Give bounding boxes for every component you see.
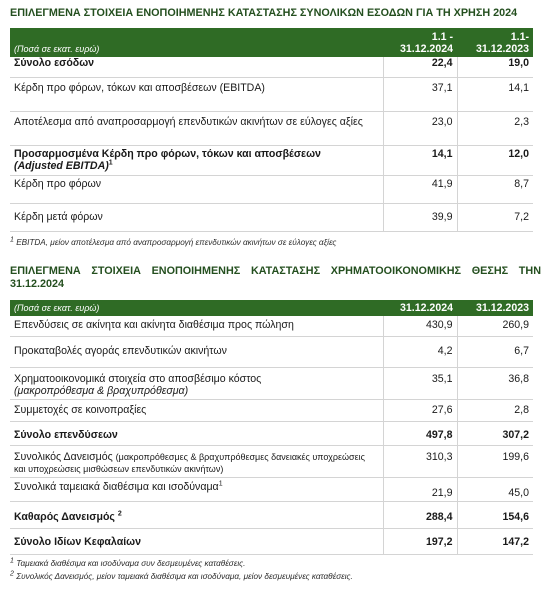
table-row: [10, 111, 533, 145]
row-label: Συμμετοχές σε κοινοπραξίες: [14, 403, 147, 416]
income-col-2023-header: 1.1- 31.12.2023: [457, 28, 533, 57]
table-row: [10, 57, 533, 77]
table-row: [10, 367, 533, 399]
value-2023: 307,2: [457, 421, 533, 445]
row-label: Επενδύσεις σε ακίνητα και ακίνητα διαθέσιμα προς πώληση: [14, 319, 294, 331]
row-label: [10, 445, 383, 477]
value-2023: 14,1: [457, 77, 533, 111]
footnote-text: EBITDA, μείον αποτέλεσμα από αναπροσαρμογή επενδυτικών ακινήτων σε εύλογες αξίες: [16, 238, 337, 247]
row-label-line1: Χρηματοοικονομικά στοιχεία στο αποσβέσιμο κόστος: [14, 372, 262, 385]
footnote-mark: 1: [10, 557, 14, 565]
table-row: [10, 501, 533, 528]
value-2024: 27,6: [383, 399, 457, 421]
value-2024: 14,1: [383, 145, 457, 175]
table-row: [10, 316, 533, 336]
position-unit-label: (Ποσά σε εκατ. ευρώ): [10, 300, 383, 316]
value-2024: 288,4: [383, 501, 457, 528]
row-label: Κέρδη προ φόρων, τόκων και αποσβέσεων (EBITDA): [14, 81, 265, 94]
row-label: [10, 501, 383, 528]
row-label-main: Συνολικός Δανεισμός: [14, 450, 113, 463]
table-row: [10, 421, 533, 445]
row-label-main: Καθαρός Δανεισμός: [14, 510, 115, 523]
value-2024: 430,9: [383, 316, 457, 336]
row-label: [10, 477, 383, 501]
value-2023: 2,8: [457, 399, 533, 421]
value-2023: 36,8: [457, 367, 533, 399]
table-row: [10, 399, 533, 421]
row-label-line2: (Adjusted EBITDA): [14, 160, 109, 172]
table-row: [10, 203, 533, 231]
row-label: [10, 145, 383, 175]
position-table: [10, 300, 533, 555]
value-2024: 197,2: [383, 528, 457, 554]
table-row: [10, 528, 533, 554]
row-label: Σύνολο εσόδων: [14, 57, 95, 69]
income-col-2024-header: 1.1 - 31.12.2024: [383, 28, 457, 57]
value-2024: 23,0: [383, 111, 457, 145]
table-row: [10, 336, 533, 367]
footnote-text: Ταμειακά διαθέσιμα και ισοδύναμα συν δεσμευμένες καταθέσεις.: [16, 559, 246, 568]
value-2023: 2,3: [457, 111, 533, 145]
footnote-text: Συνολικός Δανεισμός, μείον ταμειακά διαθέσιμα και ισοδύναμα, μείον δεσμευμένες καταθέσεις.: [16, 572, 353, 581]
value-2024: 39,9: [383, 203, 457, 231]
value-2023: 154,6: [457, 501, 533, 528]
position-footnote-2: [10, 572, 541, 582]
table-row: [10, 175, 533, 203]
value-2024: 22,4: [383, 57, 457, 77]
position-section-title: ΕΠΙΛΕΓΜΕΝΑ ΣΤΟΙΧΕΙΑ ΕΝΟΠΟΙΗΜΕΝΗΣ ΚΑΤΑΣΤΑΣΗΣ ΧΡΗΜΑΤΟΟΙΚΟΝΟΜΙΚΗΣ ΘΕΣΗΣ ΤΗΝ 31.12.2024: [10, 265, 541, 290]
value-2024: 4,2: [383, 336, 457, 367]
footnote-ref: 1: [108, 159, 113, 167]
table-row: [10, 445, 533, 477]
income-table-header: [10, 28, 533, 57]
row-label: [10, 367, 383, 399]
value-2023: 12,0: [457, 145, 533, 175]
row-label: Αποτέλεσμα από αναπροσαρμογή επενδυτικών ακινήτων σε εύλογες αξίες: [14, 115, 363, 128]
position-table-header: [10, 300, 533, 316]
position-col-2024-header: 31.12.2024: [383, 300, 457, 316]
footnote-mark: 1: [10, 236, 14, 244]
table-row: [10, 145, 533, 175]
position-footnote-1: [10, 559, 541, 569]
row-label-main: Συνολικά ταμειακά διαθέσιμα και ισοδύναμα: [14, 480, 219, 493]
value-2023: 260,9: [457, 316, 533, 336]
value-2023: 7,2: [457, 203, 533, 231]
table-row: [10, 477, 533, 501]
row-label: Σύνολο επενδύσεων: [14, 428, 118, 441]
row-label-note: (μακροπρόθεσμες & βραχυπρόθεσμες δανειακές υποχρεώσεις και υποχρεώσεις μισθώσεων επενδυτικών ακινήτων): [14, 451, 365, 474]
value-2023: 147,2: [457, 528, 533, 554]
value-2023: 199,6: [457, 445, 533, 477]
row-label-line1: Προσαρμοσμένα Κέρδη προ φόρων, τόκων και αποσβέσεων: [14, 147, 321, 160]
row-label: Προκαταβολές αγοράς επενδυτικών ακινήτων: [14, 344, 227, 357]
value-2023: 19,0: [457, 57, 533, 77]
value-2024: 497,8: [383, 421, 457, 445]
value-2024: 35,1: [383, 367, 457, 399]
value-2024: 41,9: [383, 175, 457, 203]
row-label: Σύνολο Ιδίων Κεφαλαίων: [14, 535, 141, 548]
position-col-2023-header: 31.12.2023: [457, 300, 533, 316]
income-unit-label: (Ποσά σε εκατ. ευρώ): [10, 28, 383, 57]
income-section-title: ΕΠΙΛΕΓΜΕΝΑ ΣΤΟΙΧΕΙΑ ΕΝΟΠΟΙΗΜΕΝΗΣ ΚΑΤΑΣΤΑΣΗΣ ΣΥΝΟΛΙΚΩΝ ΕΣΟΔΩΝ ΓΙΑ ΤΗ ΧΡΗΣΗ 2024: [10, 7, 518, 19]
value-2024: 310,3: [383, 445, 457, 477]
value-2024: 21,9: [383, 477, 457, 501]
income-table: [10, 28, 533, 232]
value-2023: 45,0: [457, 477, 533, 501]
footnote-ref: 2: [117, 509, 122, 517]
footnote-ref: 1: [218, 479, 223, 487]
value-2023: 8,7: [457, 175, 533, 203]
value-2023: 6,7: [457, 336, 533, 367]
row-label: Κέρδη προ φόρων: [14, 177, 102, 190]
value-2024: 37,1: [383, 77, 457, 111]
footnote-mark: 2: [10, 570, 14, 578]
table-row: [10, 77, 533, 111]
row-label-line2: (μακροπρόθεσμα & βραχυπρόθεσμα): [14, 385, 189, 397]
income-footnote: [10, 238, 541, 248]
row-label: Κέρδη μετά φόρων: [14, 210, 103, 223]
